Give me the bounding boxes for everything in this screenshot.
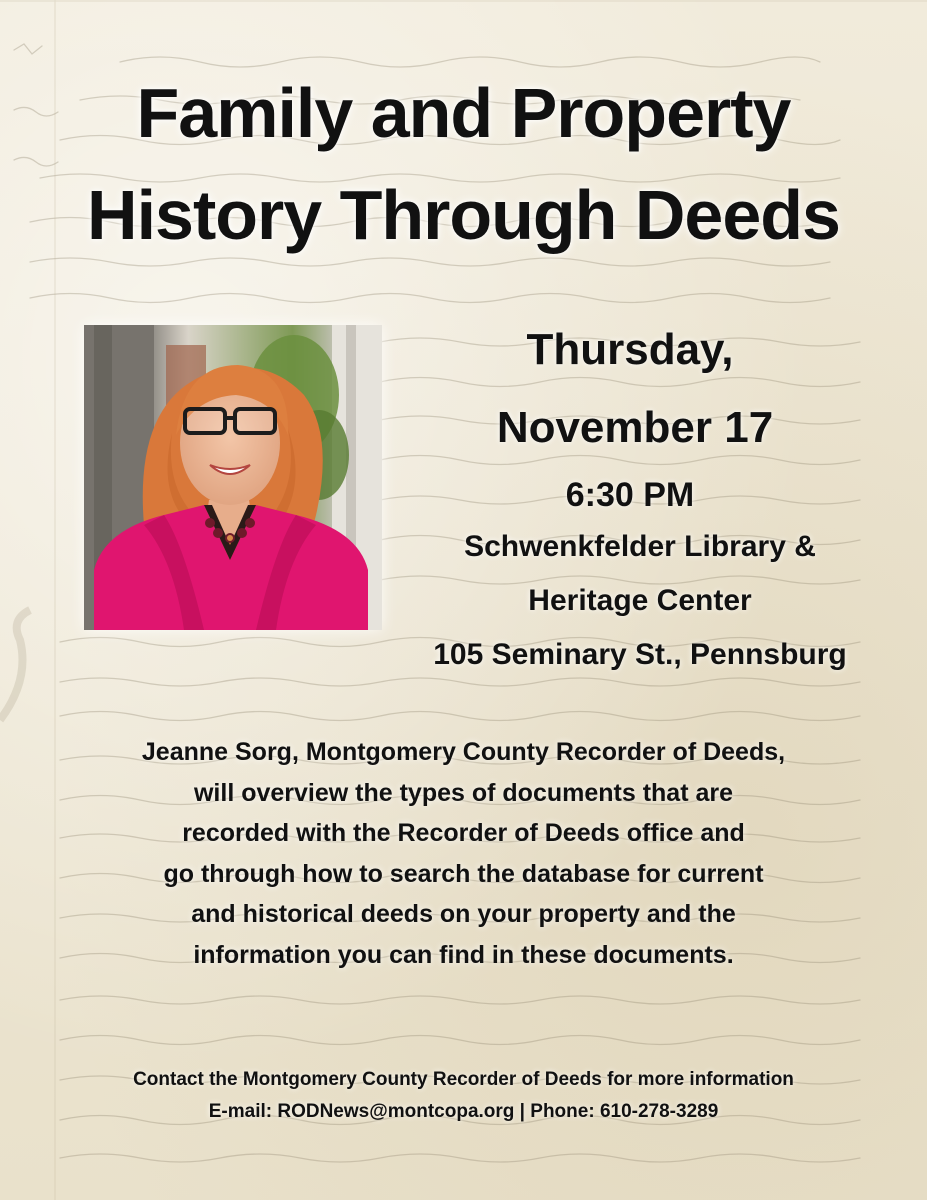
description-line: go through how to search the database for current (163, 859, 764, 888)
title-line-1: Family and Property (136, 74, 791, 152)
description-line: and historical deeds on your property and the (191, 900, 736, 928)
event-day: Thursday, (526, 325, 734, 374)
title-line-2: History Through Deeds (87, 176, 840, 254)
speaker-photo (84, 325, 382, 630)
description-line: Jeanne Sorg, Montgomery County Recorder of Deeds, (141, 738, 786, 766)
event-date: November 17 (496, 403, 774, 452)
event-address: 105 Seminary St., Pennsburg (433, 638, 847, 671)
event-time: 6:30 PM (565, 476, 695, 514)
contact-line-1: Contact the Montgomery County Recorder of Deeds for more information (133, 1069, 794, 1090)
event-venue-line-2: Heritage Center (528, 584, 752, 617)
event-description (40, 732, 887, 975)
description-line: information you can find in these documents. (193, 940, 734, 969)
description-line: recorded with the Recorder of Deeds office and (182, 819, 745, 847)
speaker-portrait-icon (84, 325, 382, 630)
contact-line-2: E-mail: RODNews@montcopa.org | Phone: 610-278-3289 (208, 1101, 719, 1122)
description-line: will overview the types of documents that are (193, 778, 734, 807)
event-venue-line-1: Schwenkfelder Library & (464, 530, 816, 563)
